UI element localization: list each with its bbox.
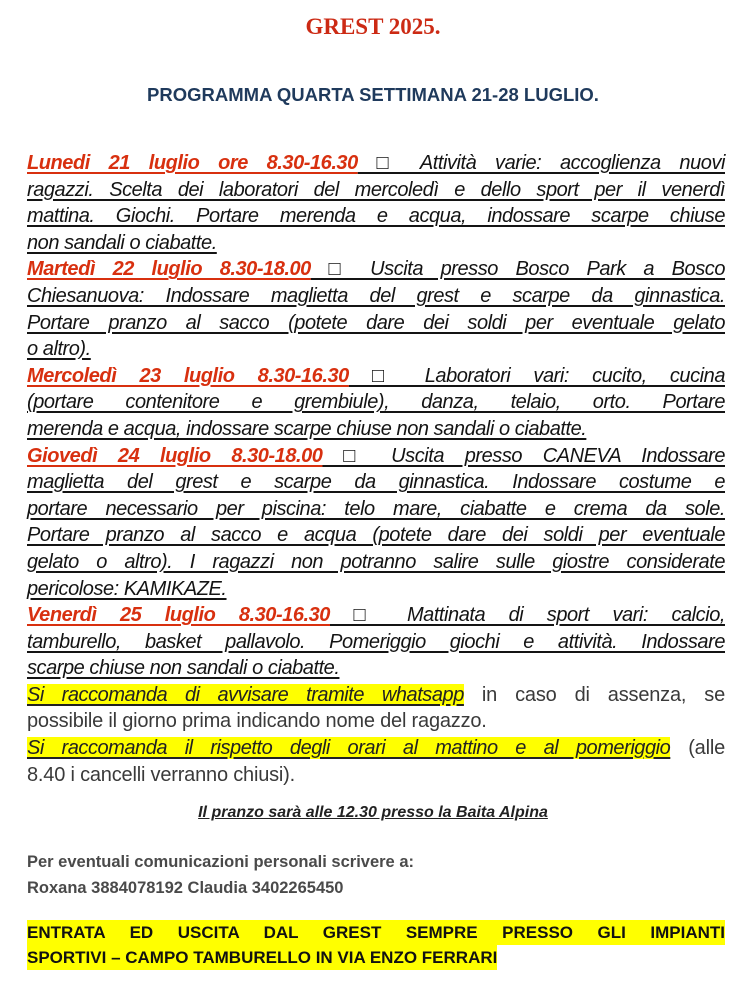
program-line — [27, 469, 725, 496]
day-description: gelato o altro). I ragazzi non potranno salire sulle giostre considerate — [27, 550, 725, 573]
day-description: non sandali o ciabatte. — [27, 231, 217, 254]
program-line — [27, 443, 725, 470]
program-line — [27, 256, 725, 283]
note-line — [27, 735, 725, 762]
day-description: Portare pranzo al sacco e acqua (potete dare dei soldi per eventuale — [27, 524, 725, 547]
day-description: (portare contenitore e grembiule), danza, telaio, orto. Portare — [27, 391, 725, 414]
day-description: merenda e acqua, indossare scarpe chiuse non sandali o ciabatte. — [27, 417, 587, 440]
program-line — [27, 549, 725, 576]
note-line — [27, 762, 725, 789]
day-description: □ Uscita presso Bosco Park a Bosco — [310, 258, 725, 281]
program-line — [27, 576, 725, 603]
program-line — [27, 496, 725, 523]
contact-intro: Per eventuali comunicazioni personali scrivere a: — [27, 853, 414, 871]
note-text: 8.40 i cancelli verranno chiusi). — [27, 763, 295, 786]
day-description: tamburello, basket pallavolo. Pomeriggio giochi e attività. Indossare — [27, 630, 725, 653]
program-line — [27, 416, 725, 443]
document-title: GREST 2025. — [305, 14, 441, 39]
program-line — [27, 310, 725, 337]
entrance-line-2: SPORTIVI – CAMPO TAMBURELLO IN VIA ENZO FERRARI — [27, 945, 497, 970]
program-line — [27, 230, 725, 257]
program-line — [27, 150, 725, 177]
note-line — [27, 682, 725, 709]
note-line — [27, 708, 725, 735]
weekly-program — [27, 150, 725, 788]
day-description: □ Mattinata di sport vari: calcio, — [330, 604, 725, 627]
day-description: Chiesanuova: Indossare maglietta del grest e scarpe da ginnastica. — [27, 284, 725, 307]
day-description: □ Attività varie: accoglienza nuovi — [357, 152, 725, 174]
note-highlight: Si raccomanda di avvisare tramite whatsapp — [27, 683, 464, 706]
program-line — [27, 522, 725, 549]
program-subtitle: PROGRAMMA QUARTA SETTIMANA 21-28 LUGLIO. — [147, 84, 599, 105]
day-description: o altro). — [27, 338, 91, 361]
lunch-info: Il pranzo sarà alle 12.30 presso la Baita Alpina — [198, 804, 548, 821]
day-description: mattina. Giochi. Portare merenda e acqua, indossare scarpe chiuse — [27, 205, 725, 228]
program-line — [27, 389, 725, 416]
program-line — [27, 283, 725, 310]
program-line — [27, 336, 725, 363]
day-heading: Martedì 22 luglio 8.30-18.00 — [27, 258, 311, 281]
day-heading: Lunedi 21 luglio ore 8.30-16.30 — [27, 152, 358, 174]
day-description: scarpe chiuse non sandali o ciabatte. — [27, 657, 340, 680]
day-description: □ Uscita presso CANEVA Indossare — [322, 444, 725, 467]
program-line — [27, 177, 725, 204]
day-description: Portare pranzo al sacco (potete dare dei soldi per eventuale gelato — [27, 311, 725, 334]
program-line — [27, 602, 725, 629]
program-line — [27, 203, 725, 230]
entrance-line-1: ENTRATA ED USCITA DAL GREST SEMPRE PRESSO GLI IMPIANTI — [27, 920, 725, 945]
note-text: (alle — [670, 737, 725, 760]
day-description: ragazzi. Scelta dei laboratori del mercoledì e dello sport per il venerdì — [27, 178, 725, 201]
note-text: in caso di assenza, se — [463, 683, 725, 706]
program-line — [27, 629, 725, 656]
day-description: maglietta del grest e scarpe da ginnastica. Indossare costume e — [27, 471, 725, 494]
day-description: □ Laboratori vari: cucito, cucina — [348, 364, 725, 387]
day-heading: Giovedì 24 luglio 8.30-18.00 — [27, 444, 323, 467]
day-heading: Mercoledì 23 luglio 8.30-16.30 — [27, 364, 349, 387]
entrance-notice — [27, 920, 725, 970]
note-highlight: Si raccomanda il rispetto degli orari al mattino e al pomeriggio — [27, 737, 671, 760]
day-description: portare necessario per piscina: telo mare, ciabatte e crema da sole. — [27, 497, 725, 520]
day-heading: Venerdì 25 luglio 8.30-16.30 — [27, 604, 330, 627]
program-line — [27, 655, 725, 682]
contact-info — [27, 849, 414, 901]
contact-phones: Roxana 3884078192 Claudia 3402265450 — [27, 879, 344, 897]
note-text: possibile il giorno prima indicando nome del ragazzo. — [27, 710, 487, 733]
program-line — [27, 363, 725, 390]
day-description: pericolose: KAMIKAZE. — [27, 577, 227, 600]
